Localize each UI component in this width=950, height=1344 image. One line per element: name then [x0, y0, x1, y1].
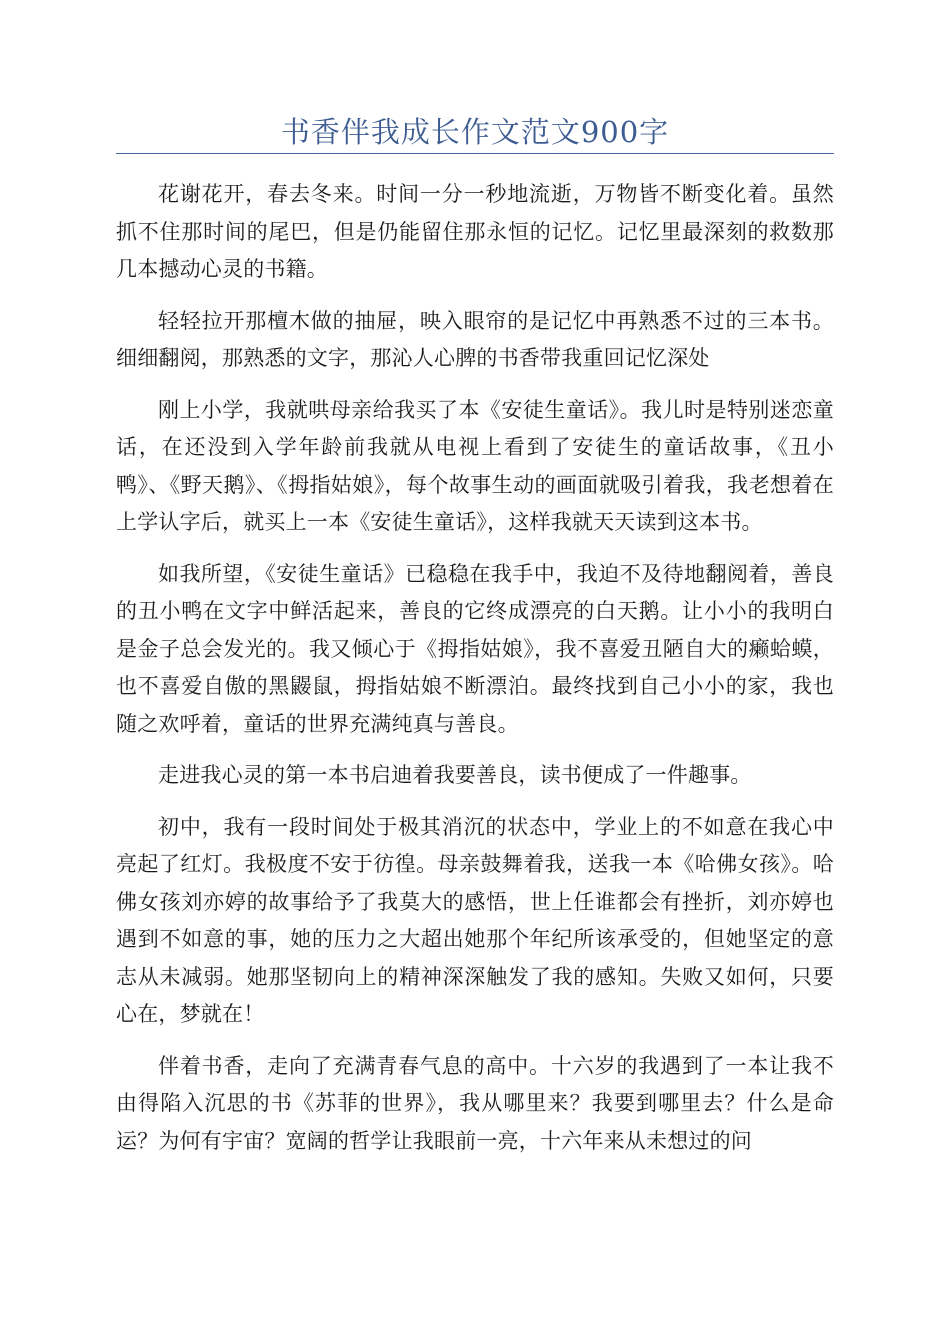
paragraph-7: 伴着书香，走向了充满青春气息的高中。十六岁的我遇到了一本让我不由得陷入沉思的书《苏菲的世界》，我从哪里来？我要到哪里去？什么是命运？为何有宇宙？宽阔的哲学让我眼前一亮，十六年来从未想过的问 [116, 1053, 834, 1153]
document-body [116, 176, 834, 1174]
paragraph-3: 刚上小学，我就哄母亲给我买了本《安徒生童话》。我儿时是特别迷恋童话，在还没到入学年龄前我就从电视上看到了安徒生的童话故事，《丑小鸭》、《野天鹅》、《拇指姑娘》，每个故事生动的画面就吸引着我，我老想着在上学认字后，就买上一本《安徒生童话》，这样我就天天读到这本书。 [116, 397, 834, 534]
paragraph-6: 初中，我有一段时间处于极其消沉的状态中，学业上的不如意在我心中亮起了红灯。我极度不安于彷徨。母亲鼓舞着我，送我一本《哈佛女孩》。哈佛女孩刘亦婷的故事给予了我莫大的感悟，世上任谁都会有挫折，刘亦婷也遇到不如意的事，她的压力之大超出她那个年纪所该承受的，但她坚定的意志从未减弱。她那坚韧向上的精神深深触发了我的感知。失败又如何，只要心在，梦就在！ [116, 814, 834, 1026]
paragraph-2: 轻轻拉开那檀木做的抽屉，映入眼帘的是记忆中再熟悉不过的三本书。细细翻阅，那熟悉的文字，那沁人心脾的书香带我重回记忆深处 [116, 308, 834, 370]
paragraph-4: 如我所望，《安徒生童话》已稳稳在我手中，我迫不及待地翻阅着，善良的丑小鸭在文字中鲜活起来，善良的它终成漂亮的白天鹅。让小小的我明白是金子总会发光的。我又倾心于《拇指姑娘》，我不喜爱丑陋自大的癞蛤蟆，也不喜爱自傲的黑鼹鼠，拇指姑娘不断漂泊。最终找到自己小小的家，我也随之欢呼着，童话的世界充满纯真与善良。 [116, 561, 834, 736]
document-title: 书香伴我成长作文范文900字 [280, 115, 670, 149]
title-underline [116, 153, 834, 154]
paragraph-5: 走进我心灵的第一本书启迪着我要善良，读书便成了一件趣事。 [158, 763, 752, 787]
paragraph-1: 花谢花开，春去冬来。时间一分一秒地流逝，万物皆不断变化着。虽然抓不住那时间的尾巴，但是仍能留住那永恒的记忆。记忆里最深刻的救数那几本撼动心灵的书籍。 [116, 182, 834, 281]
